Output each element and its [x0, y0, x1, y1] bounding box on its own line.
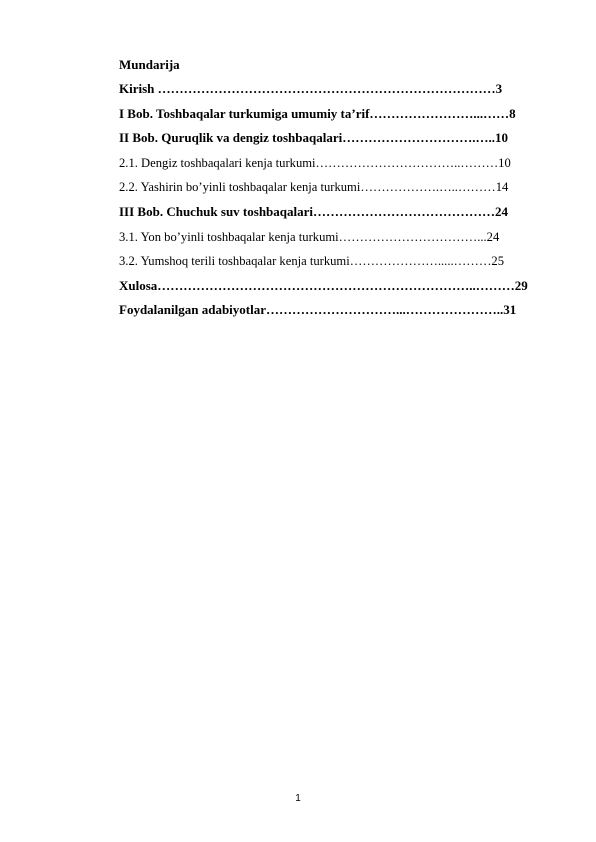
toc-entry-chapter-2: II Bob. Quruqlik va dengiz toshbaqalari………………………….…..10 — [119, 130, 508, 146]
toc-entry-references: Foydalanilgan adabiyotlar…………………………...…………………..31 — [119, 302, 517, 318]
toc-entry-section-2-2: 2.2. Yashirin bo’yinli toshbaqalar kenja turkumi……………….…..………14 — [119, 180, 509, 195]
toc-title: Mundarija — [119, 57, 180, 72]
toc-entry-xulosa: Xulosa………………………………………………………………..………29 — [119, 277, 528, 293]
toc-entry-kirish: Kirish ……………………………………………………………………3 — [119, 81, 503, 96]
page-number: 1 — [295, 793, 301, 804]
toc-entry-section-3-1: 3.1. Yon bo’yinli toshbaqalar kenja turkumi……………………………...24 — [119, 229, 500, 244]
toc-entry-section-2-1: 2.1. Dengiz toshbaqalari kenja turkumi……………………………..………10 — [119, 155, 511, 170]
toc-entry-chapter-1: I Bob. Toshbaqalar turkumiga umumiy ta’rif……………………...……8 — [119, 105, 516, 121]
table-of-contents — [119, 56, 559, 326]
toc-entry-chapter-3: III Bob. Chuchuk suv toshbaqalari……………………………………24 — [119, 203, 508, 219]
toc-entry-section-3-2: 3.2. Yumshoq terili toshbaqalar kenja turkumi………………….....………25 — [119, 254, 505, 269]
